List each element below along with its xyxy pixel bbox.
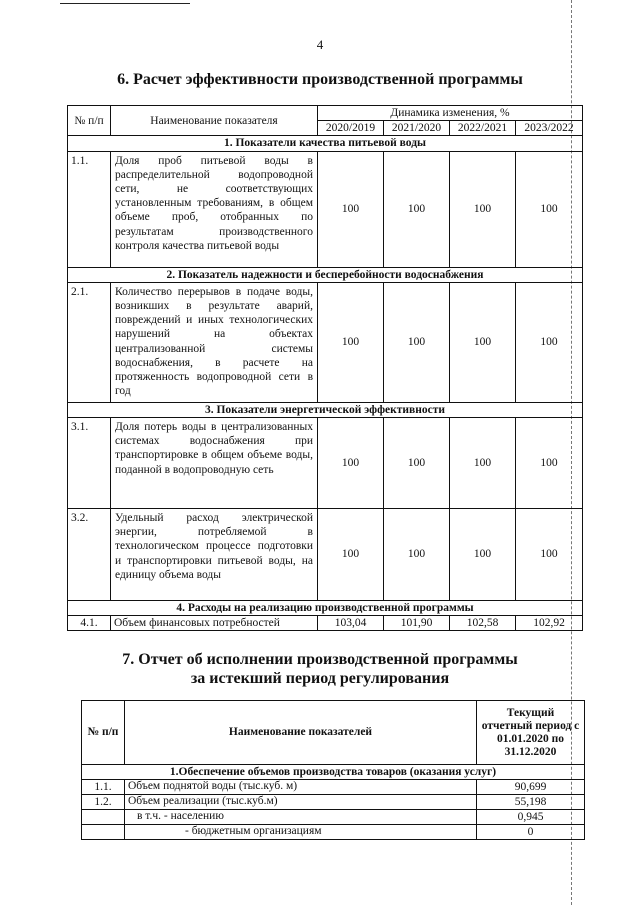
row-num: 1.1. xyxy=(68,151,111,267)
report-table xyxy=(81,700,585,840)
row-num xyxy=(82,810,125,825)
page-number: 4 xyxy=(316,37,324,52)
row-value: 100 xyxy=(516,509,583,601)
row-value: 100 xyxy=(450,418,516,509)
col-head-year: 2021/2020 xyxy=(384,121,450,136)
row-value: 102,92 xyxy=(516,616,583,631)
row-name: в т.ч. - населению xyxy=(125,810,477,825)
group-heading: 4. Расходы на реализацию производственной программы xyxy=(68,601,583,616)
section6-title: 6. Расчет эффективности производственной программы xyxy=(117,71,523,88)
group-heading: 1. Показатели качества питьевой воды xyxy=(68,136,583,151)
group-heading: 3. Показатели энергетической эффективности xyxy=(68,402,583,417)
col-head-dynamics: Динамика изменения, % xyxy=(318,106,583,121)
row-value: 100 xyxy=(384,151,450,267)
row-value: 55,198 xyxy=(477,795,585,810)
row-name: - бюджетным организациям xyxy=(125,825,477,840)
row-value: 100 xyxy=(516,151,583,267)
row-value: 100 xyxy=(318,151,384,267)
row-value: 102,58 xyxy=(450,616,516,631)
row-value: 100 xyxy=(318,509,384,601)
row-value: 100 xyxy=(450,509,516,601)
col-head-year: 2023/2022 xyxy=(516,121,583,136)
corner-rule xyxy=(60,3,190,4)
group-heading: 2. Показатель надежности и бесперебойности водоснабжения xyxy=(68,267,583,282)
row-num xyxy=(82,825,125,840)
row-value: 100 xyxy=(450,282,516,402)
row-value: 100 xyxy=(516,282,583,402)
row-value: 100 xyxy=(384,418,450,509)
row-num: 3.2. xyxy=(68,509,111,601)
row-value: 101,90 xyxy=(384,616,450,631)
table-row xyxy=(82,810,585,825)
group-heading: 1.Обеспечение объемов производства товаров (оказания услуг) xyxy=(82,765,585,780)
row-value: 100 xyxy=(516,418,583,509)
row-name: Доля проб питьевой воды в распределительной водопроводной сети, не соответствующих установленным требованиям, в общем объеме проб, отобранных по результатам производственного контроля качества питьевой воды xyxy=(111,151,318,267)
col-head-name: Наименование показателя xyxy=(111,106,318,136)
table-row xyxy=(82,795,585,810)
row-value: 0,945 xyxy=(477,810,585,825)
row-name: Количество перерывов в подаче воды, возникших в результате аварий, повреждений и иных технологических нарушений на объектах централизованной системы водоснабжения, в расчете на протяженность водопроводной сети в год xyxy=(111,282,318,402)
row-value: 0 xyxy=(477,825,585,840)
row-name: Объем финансовых потребностей xyxy=(111,616,318,631)
col-head-year: 2022/2021 xyxy=(450,121,516,136)
row-value: 100 xyxy=(384,282,450,402)
table-row xyxy=(82,780,585,795)
row-num: 1.1. xyxy=(82,780,125,795)
row-value: 100 xyxy=(450,151,516,267)
col-head-num: № п/п xyxy=(82,701,125,765)
row-num: 2.1. xyxy=(68,282,111,402)
row-name: Удельный расход электрической энергии, потребляемой в технологическом процессе подготовки и транспортировки питьевой воды, на единицу объема воды xyxy=(111,509,318,601)
row-num: 1.2. xyxy=(82,795,125,810)
col-head-num: № п/п xyxy=(68,106,111,136)
row-value: 100 xyxy=(318,282,384,402)
table-row xyxy=(68,151,583,267)
table-row xyxy=(68,282,583,402)
efficiency-table xyxy=(67,105,583,631)
section7-title-line1: 7. Отчет об исполнении производственной программы xyxy=(122,651,518,668)
row-value: 100 xyxy=(318,418,384,509)
col-head-period: Текущий отчетный период с 01.01.2020 по 31.12.2020 xyxy=(477,701,585,765)
col-head-name: Наименование показателей xyxy=(125,701,477,765)
table-row xyxy=(68,509,583,601)
row-name: Объем поднятой воды (тыс.куб. м) xyxy=(125,780,477,795)
section7-title xyxy=(0,650,640,688)
row-name: Объем реализации (тыс.куб.м) xyxy=(125,795,477,810)
row-num: 3.1. xyxy=(68,418,111,509)
row-value: 90,699 xyxy=(477,780,585,795)
table-row xyxy=(82,825,585,840)
table-row xyxy=(68,418,583,509)
col-head-year: 2020/2019 xyxy=(318,121,384,136)
row-value: 100 xyxy=(384,509,450,601)
section7-title-line2: за истекший период регулирования xyxy=(190,670,450,687)
table-row xyxy=(68,616,583,631)
row-num: 4.1. xyxy=(68,616,111,631)
row-name: Доля потерь воды в централизованных системах водоснабжения при транспортировке в общем объеме воды, поданной в водопроводную сеть xyxy=(111,418,318,509)
row-value: 103,04 xyxy=(318,616,384,631)
